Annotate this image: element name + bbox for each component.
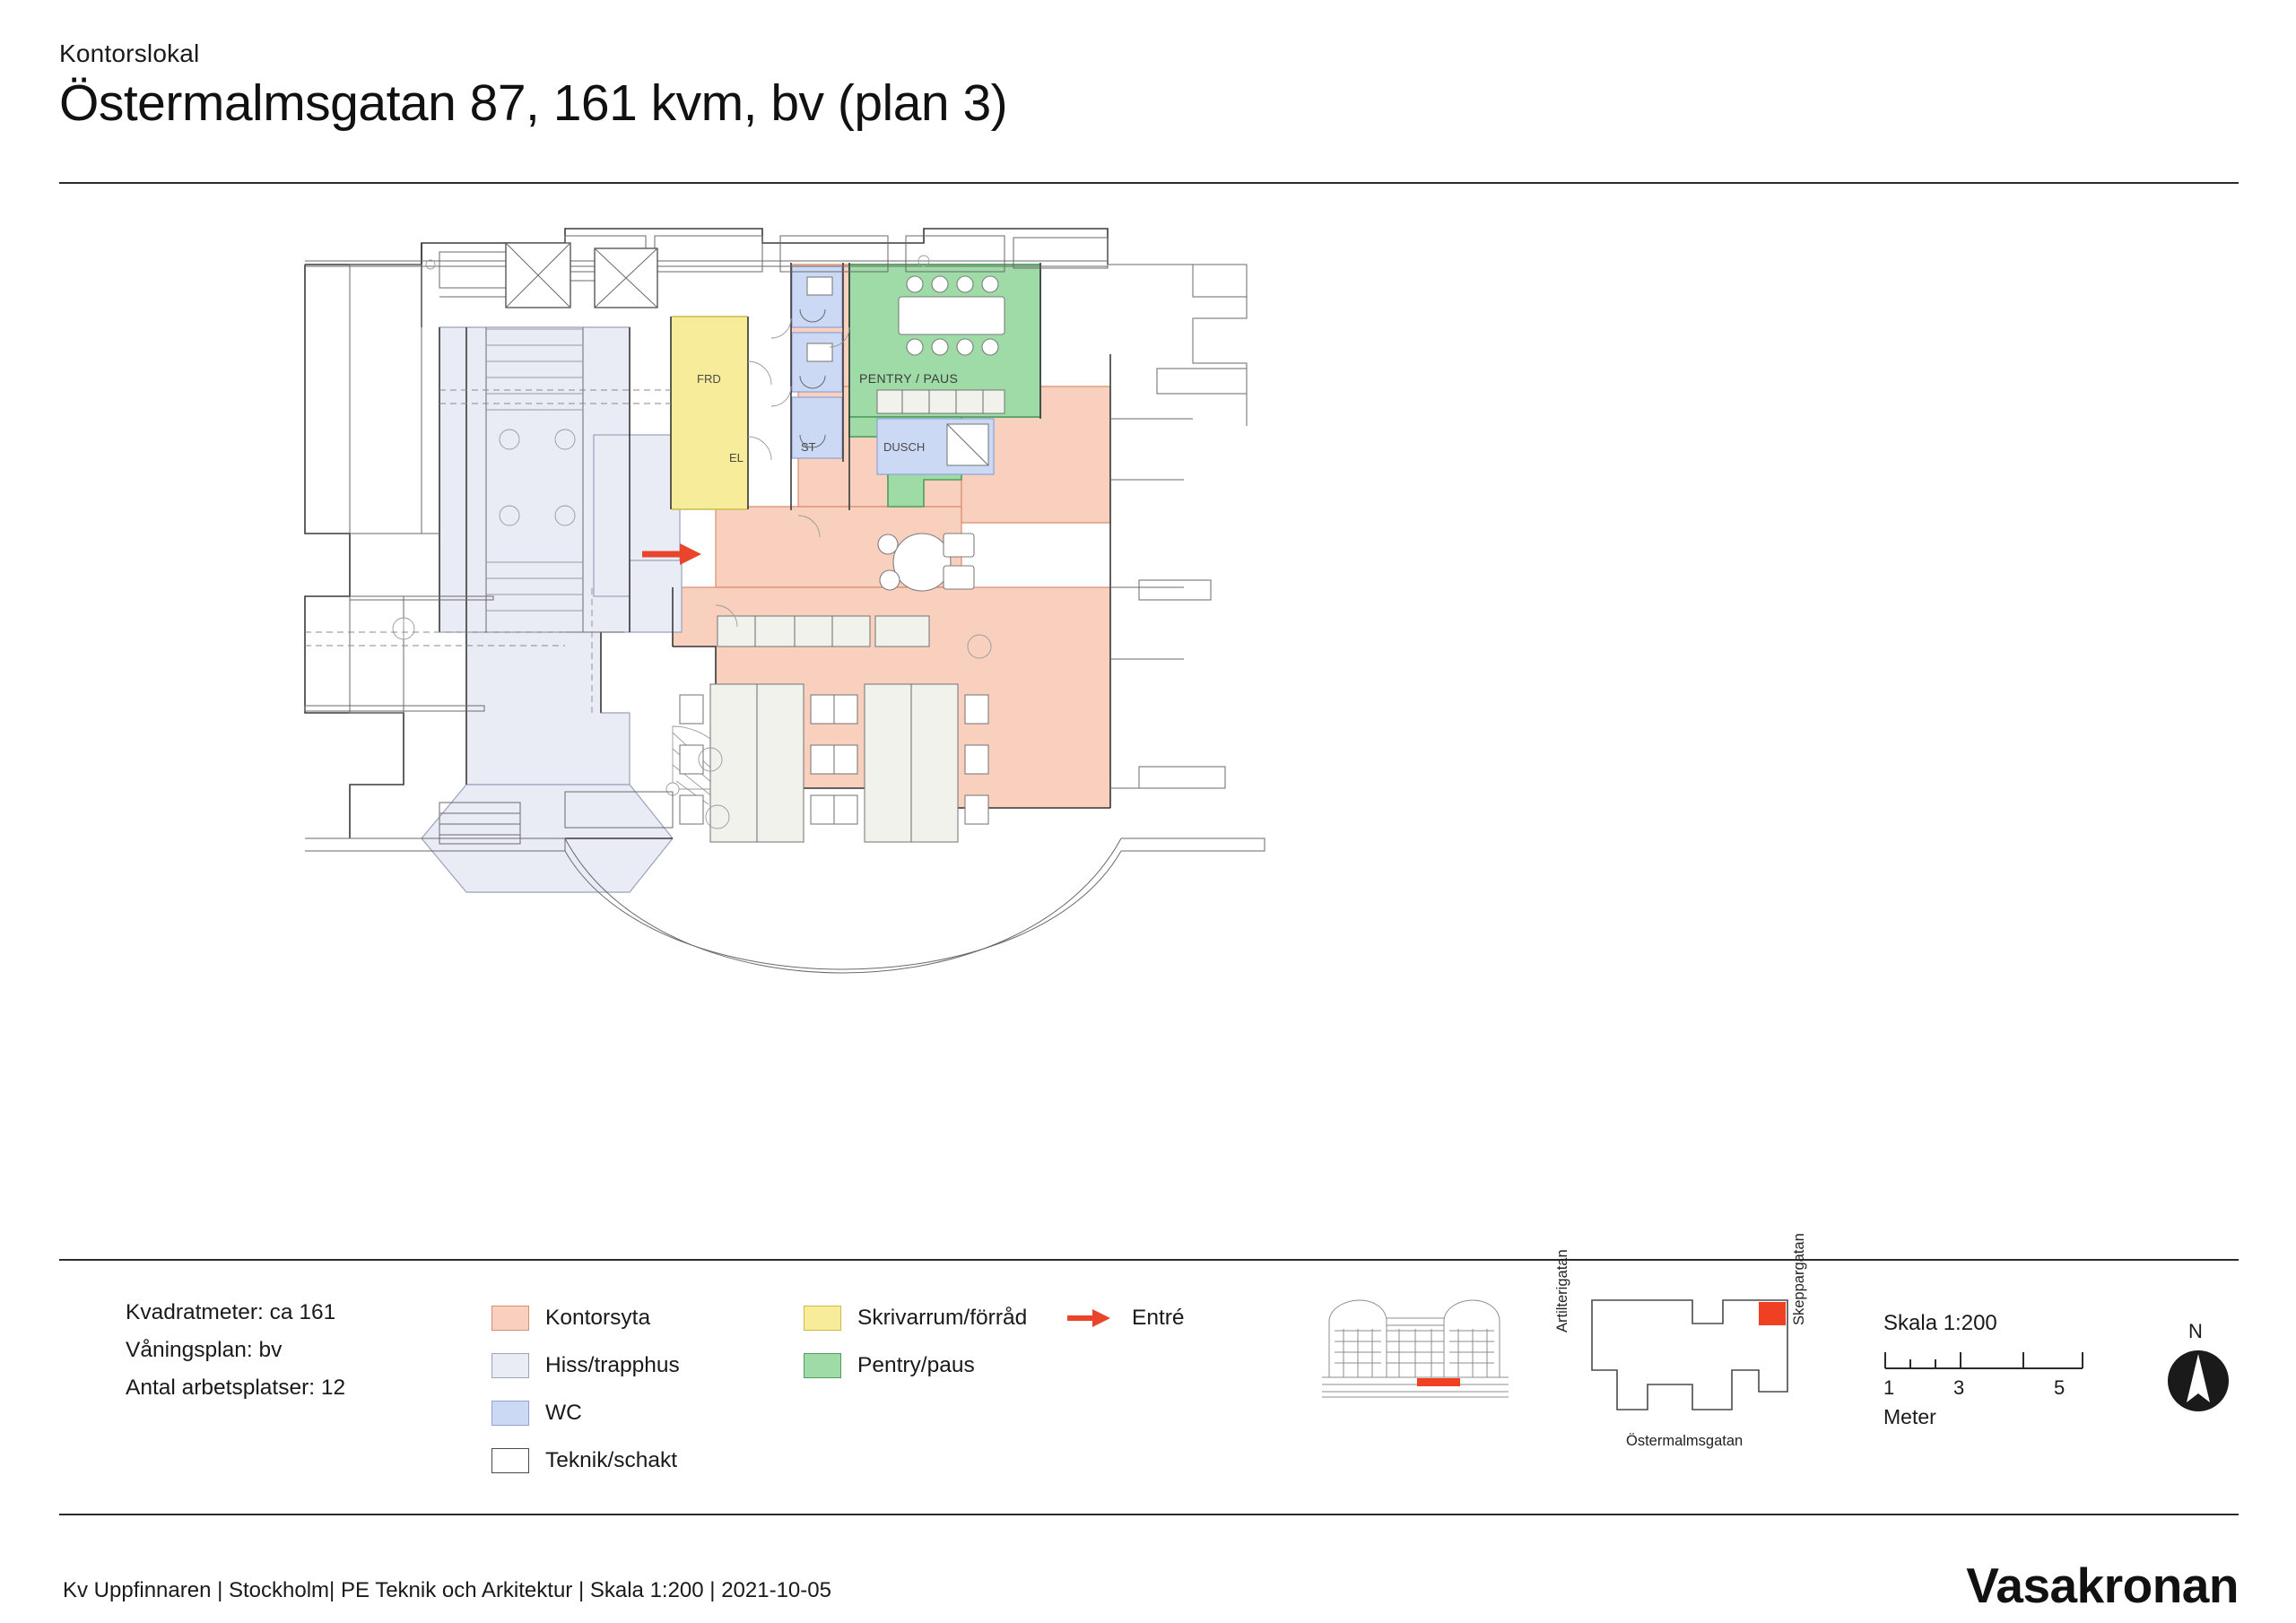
legend-column-2 [804,1294,1027,1389]
scale-tick-1: 1 [1883,1376,1895,1399]
divider-top [59,182,2239,184]
legend-swatch-pentry-paus [804,1353,841,1378]
legend-item-entre [1065,1294,1185,1341]
legend-label-kontorsyta: Kontorsyta [545,1305,651,1330]
page-kicker: Kontorslokal [59,39,200,67]
legend-label-hiss-trapphus: Hiss/trapphus [545,1352,680,1377]
key-plan [1554,1233,1825,1454]
scale-unit: Meter [1883,1405,1936,1428]
plan-label-st: ST [801,440,816,454]
legend-label-wc: WC [545,1400,582,1425]
scale-tick-3: 3 [1953,1376,1965,1399]
keyplan-street-bottom: Östermalmsgatan [1626,1433,1744,1449]
legend-label-teknik-schakt: Teknik/schakt [545,1447,678,1472]
scale-ruler [1883,1349,2090,1372]
legend-swatch-skrivarrum [804,1306,841,1331]
legend-swatch-teknik-schakt [491,1448,529,1473]
plan-label-pentry: PENTRY / PAUS [859,371,959,386]
page-title: Östermalmsgatan 87, 161 kvm, bv (plan 3) [59,74,1008,132]
keyplan-street-right: Skeppargatan [1791,1233,1807,1325]
legend-swatch-hiss-trapphus [491,1353,529,1378]
legend-item-skrivarrum [804,1294,1027,1341]
legend-item-teknik-schakt [491,1436,680,1484]
scale-tick-5: 5 [2054,1376,2066,1399]
fact-workplaces: Antal arbetsplatser: 12 [126,1376,346,1400]
fact-floor: Våningsplan: bv [126,1338,283,1362]
footer-credits: Kv Uppfinnaren | Stockholm| PE Teknik och Arkitektur | Skala 1:200 | 2021-10-05 [63,1578,831,1602]
plan-label-dusch: DUSCH [883,440,926,454]
keyplan-street-left: Artilterigatan [1554,1249,1570,1332]
floorplan-drawing [296,211,1480,1237]
legend-swatch-kontorsyta [491,1306,529,1331]
legend-item-kontorsyta [491,1294,680,1341]
plan-label-el: EL [729,451,744,464]
building-elevation-thumbnail [1317,1291,1514,1408]
brand-logo: Vasakronan [1966,1558,2239,1613]
legend-label-skrivarrum: Skrivarrum/förråd [857,1305,1028,1330]
fact-area: Kvadratmeter: ca 161 [126,1300,336,1324]
legend-item-pentry-paus [804,1341,1027,1389]
legend-label-pentry-paus: Pentry/paus [857,1352,975,1377]
legend-column-1 [491,1294,680,1484]
facts-block [126,1294,345,1407]
legend-label-entre: Entré [1132,1305,1185,1330]
arrow-right-icon [1065,1306,1112,1331]
page-header [59,39,2239,133]
north-label: N [2188,1320,2203,1342]
divider-bottom [59,1514,2239,1515]
legend-item-hiss-trapphus [491,1341,680,1389]
plan-label-frd: FRD [697,372,721,386]
divider-middle [59,1259,2239,1261]
scale-title: Skala 1:200 [1883,1311,1997,1335]
legend-item-wc [491,1389,680,1436]
scale-tick-labels [1883,1376,2108,1400]
scale-bar [1883,1311,2108,1429]
legend-swatch-wc [491,1401,529,1426]
north-arrow [2149,1320,2248,1442]
